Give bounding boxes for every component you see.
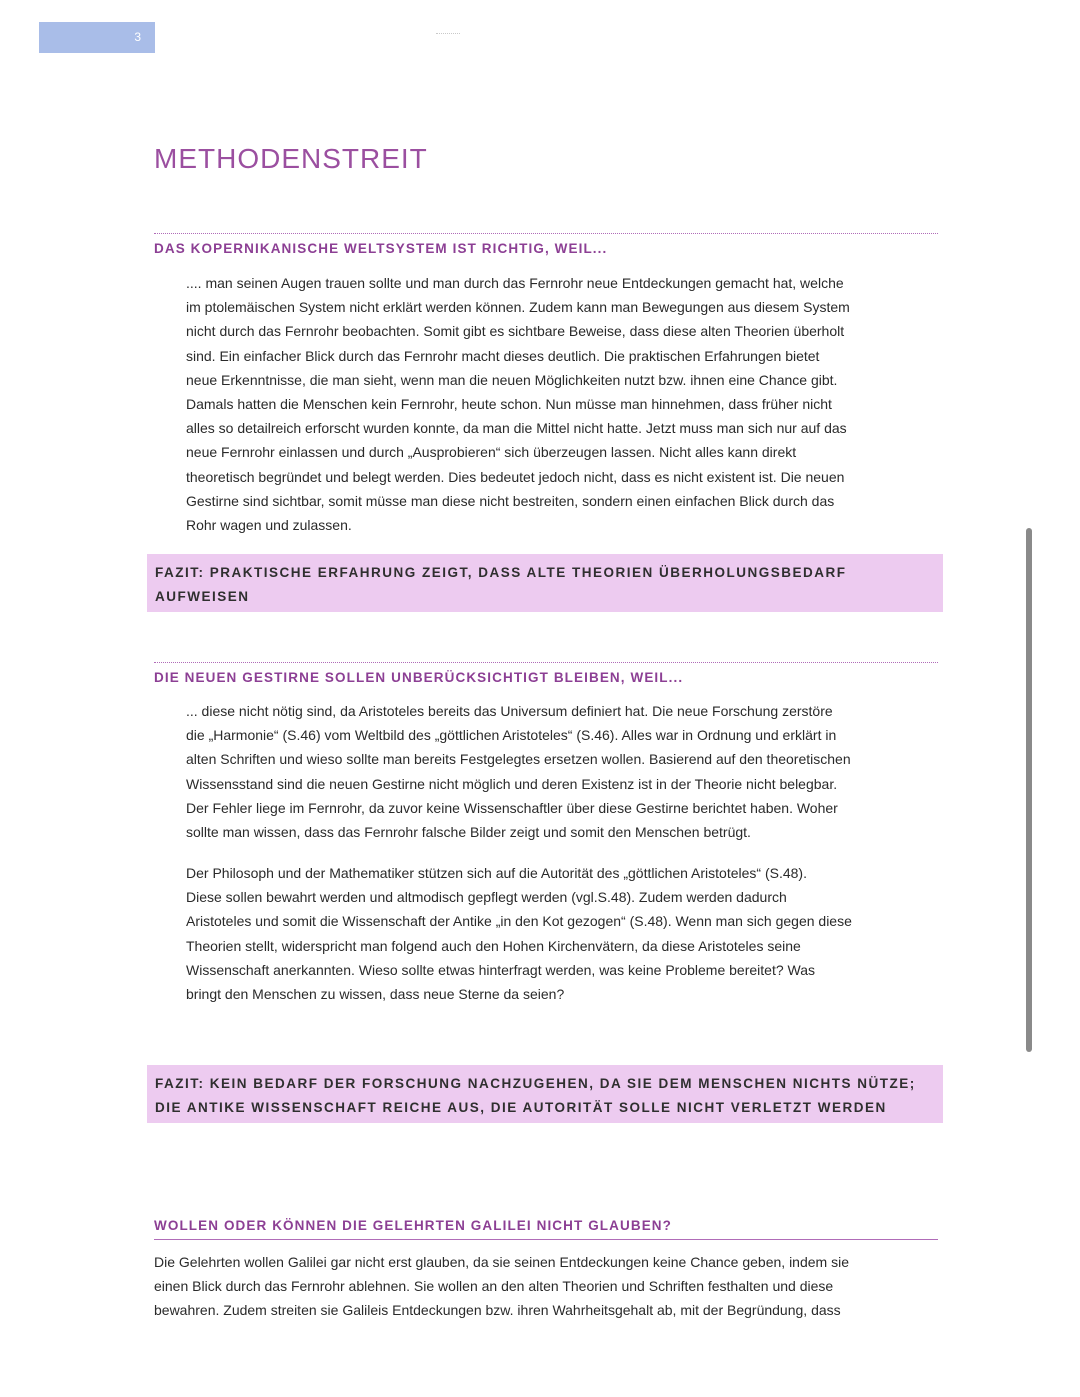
text-line: nicht durch das Fernrohr beobachten. Somit gibt es sichtbare Beweise, dass diese alten Theorien überholt <box>186 323 845 340</box>
section-2-fazit-box <box>147 1065 943 1123</box>
text-line: theoretisch begründet und belegt werden. Dies bedeutet jedoch nicht, dass es nicht existent ist. Die neuen <box>186 468 845 485</box>
page-title: METHODENSTREIT <box>154 143 428 174</box>
section-2-body-1 <box>186 699 938 844</box>
text-line: sind. Ein einfacher Blick durch das Fernrohr macht dieses deutlich. Die praktischen Erfahrungen bietet <box>186 347 820 364</box>
text-line: neue Erkenntnisse, die man sieht, wenn man die neuen Möglichkeiten nutzt bzw. ihnen eine Chance gibt. <box>186 371 838 388</box>
section-3-rule <box>154 1239 938 1240</box>
section-3-header <box>154 1218 938 1240</box>
section-1-body <box>186 271 938 537</box>
section-1-fazit-box <box>147 554 943 612</box>
section-2-paragraph-2 <box>186 861 938 1006</box>
section-1-rule <box>154 233 938 234</box>
text-line: .... man seinen Augen trauen sollte und man durch das Fernrohr neue Entdeckungen gemacht hat, welche <box>186 275 844 291</box>
section-1-paragraph <box>186 271 938 537</box>
section-2-rule <box>154 662 938 663</box>
section-2-body-2 <box>186 861 938 1006</box>
section-2-paragraph-1 <box>186 699 938 844</box>
section-3-body <box>154 1250 938 1323</box>
section-2-heading: DIE NEUEN GESTIRNE SOLLEN UNBERÜCKSICHTIGT BLEIBEN, WEIL... <box>154 670 684 685</box>
page-number-tab <box>39 22 155 53</box>
text-line: Theorien stellt, widerspricht man folgend auch den Hohen Kirchenvätern, da diese Aristoteles seine <box>186 937 801 954</box>
text-line: Gestirne sind sichtbar, somit müsse man diese nicht bestreiten, sondern einen einfachen Blick durch das <box>186 492 835 509</box>
text-line: die „Harmonie“ (S.46) vom Weltbild des „göttlichen Aristoteles“ (S.46). Alles war in Ordnung und erklärt in <box>186 727 837 744</box>
text-line: einen Blick durch das Fernrohr ablehnen. Sie wollen an den alten Theorien und Schriften festhalten und diese <box>154 1278 834 1295</box>
text-line: im ptolemäischen System nicht erklärt werden können. Zudem kann man Bewegungen aus diesem System <box>186 299 850 316</box>
text-line: Der Fehler liege im Fernrohr, da zuvor keine Wissenschaftler über diese Gestirne berichtet haben. Woher <box>186 799 838 816</box>
section-1-fazit <box>155 561 935 609</box>
text-line: Wissensstand sind die neuen Gestirne nicht möglich und deren Existenz ist in der Theorie nicht belegbar. <box>186 775 838 792</box>
text-line: neue Fernrohr einlassen und durch „Ausprobieren“ sich überzeugen lassen. Nicht alles kann direkt <box>186 444 797 461</box>
text-line: bringt den Menschen zu wissen, dass neue Sterne da seien? <box>186 986 565 1003</box>
page-number: 3 <box>134 30 141 44</box>
fazit-line: AUFWEISEN <box>155 589 250 604</box>
section-2-header <box>154 662 938 685</box>
section-1-header <box>154 233 938 256</box>
section-1-heading: DAS KOPERNIKANISCHE WELTSYSTEM IST RICHTIG, WEIL... <box>154 241 608 256</box>
fazit-line: DIE ANTIKE WISSENSCHAFT REICHE AUS, DIE AUTORITÄT SOLLE NICHT VERLETZT WERDEN <box>155 1100 887 1115</box>
text-line: Damals hatten die Menschen kein Fernrohr, heute schon. Nun müsse man hinnehmen, dass früher nicht <box>186 396 832 413</box>
section-3-heading: WOLLEN ODER KÖNNEN DIE GELEHRTEN GALILEI NICHT GLAUBEN? <box>154 1218 672 1233</box>
text-line: Rohr wagen und zulassen. <box>186 517 352 534</box>
header-marker <box>436 33 460 35</box>
text-line: Wissenschaft anerkannten. Wieso sollte etwas hinterfragt werden, was keine Probleme bereitet? Was <box>186 961 816 978</box>
fazit-line: FAZIT: PRAKTISCHE ERFAHRUNG ZEIGT, DASS ALTE THEORIEN ÜBERHOLUNGSBEDARF <box>155 565 847 580</box>
text-line: bewahren. Zudem streiten sie Galileis Entdeckungen bzw. ihren Wahrheitsgehalt ab, mit der Begründung, dass <box>154 1302 841 1319</box>
text-line: alles so detailreich erforscht wurden konnte, da man die Mittel nicht hatte. Jetzt muss man sich nur auf das <box>186 420 847 437</box>
text-line: Aristoteles und somit die Wissenschaft der Antike „in den Kot gezogen“ (S.48). Wenn man sich gegen diese <box>186 913 852 930</box>
section-2-fazit <box>155 1072 935 1120</box>
text-line: ... diese nicht nötig sind, da Aristoteles bereits das Universum definiert hat. Die neue Forschung zerstöre <box>186 703 833 719</box>
text-line: Der Philosoph und der Mathematiker stützen sich auf die Autorität des „göttlichen Aristoteles“ (S.48). <box>186 865 807 881</box>
text-line: sollte man wissen, dass das Fernrohr falsche Bilder zeigt und somit den Menschen betrügt. <box>186 824 751 841</box>
text-line: alten Schriften und wieso sollte man bereits Festgelegtes ersetzen wollen. Basierend auf den theoretischen <box>186 751 851 768</box>
vertical-scrollbar[interactable] <box>1026 528 1032 1052</box>
text-line: Die Gelehrten wollen Galilei gar nicht erst glauben, da sie seinen Entdeckungen keine Chance geben, indem sie <box>154 1254 849 1270</box>
text-line: Diese sollen bewahrt werden und altmodisch gepflegt werden (vgl.S.48). Zudem werden dadurch <box>186 889 787 906</box>
fazit-line: FAZIT: KEIN BEDARF DER FORSCHUNG NACHZUGEHEN, DA SIE DEM MENSCHEN NICHTS NÜTZE; <box>155 1076 916 1091</box>
section-3-paragraph <box>154 1250 938 1323</box>
